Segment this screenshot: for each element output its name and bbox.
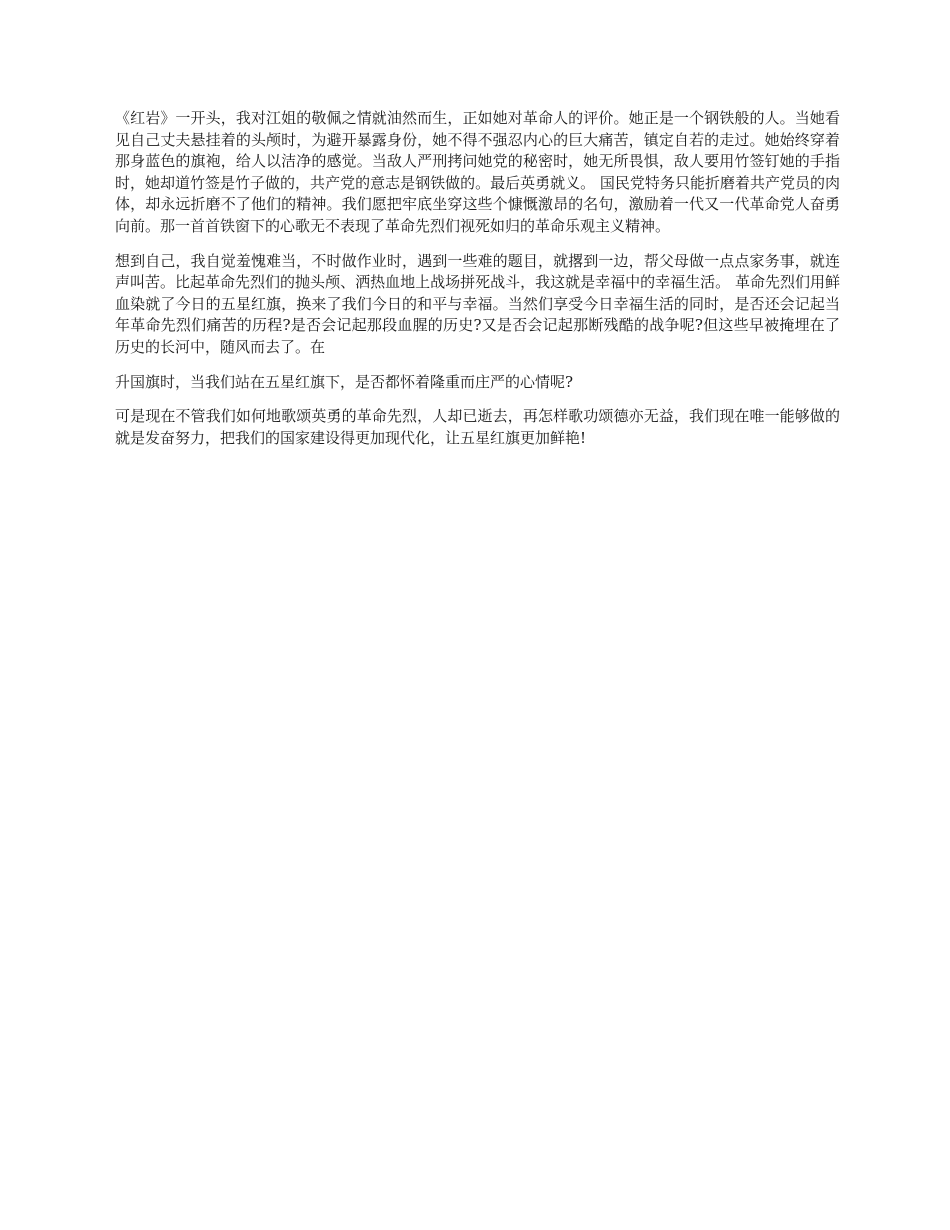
paragraph-2: 想到自己，我自觉羞愧难当，不时做作业时，遇到一些难的题目，就撂到一边，帮父母做一点点家务事，就连声叫苦。比起革命先烈们的抛头颅、洒热血地上战场拼死战斗，我这就是幸福中的幸福生活。 革命先烈们用鲜血染就了今日的五星红旗，换来了我们今日的和平与幸福。当然们享受今日幸福生活的同时，是否还会记起当年革命先烈们痛苦的历程?是否会记起那段血腥的历史?又是否会记起那断残酷的战争呢?但这些早被掩埋在了历史的长河中，随风而去了。在 [115,251,840,356]
paragraph-4: 可是现在不管我们如何地歌颂英勇的革命先烈，人却已逝去，再怎样歌功颂德亦无益，我们现在唯一能够做的就是发奋努力，把我们的国家建设得更加现代化，让五星红旗更加鲜艳! [115,407,840,447]
paragraph-1: 《红岩》一开头，我对江姐的敬佩之情就油然而生，正如她对革命人的评价。她正是一个钢铁般的人。当她看见自己丈夫悬挂着的头颅时，为避开暴露身份，她不得不强忍内心的巨大痛苦，镇定自若的走过。她始终穿着那身蓝色的旗袍，给人以洁净的感觉。当敌人严刑拷问她党的秘密时，她无所畏惧，敌人要用竹签钉她的手指时，她却道竹签是竹子做的，共产党的意志是钢铁做的。最后英勇就义。 国民党特务只能折磨着共产党员的肉体，却永远折磨不了他们的精神。我们愿把牢底坐穿这些个慷慨激昂的名句，激励着一代又一代革命党人奋勇向前。那一首首铁窗下的心歌无不表现了革命先烈们视死如归的革命乐观主义精神。 [115,109,840,235]
paragraph-3: 升国旗时，当我们站在五星红旗下，是否都怀着隆重而庄严的心情呢? [115,372,574,391]
document-body [115,108,840,462]
